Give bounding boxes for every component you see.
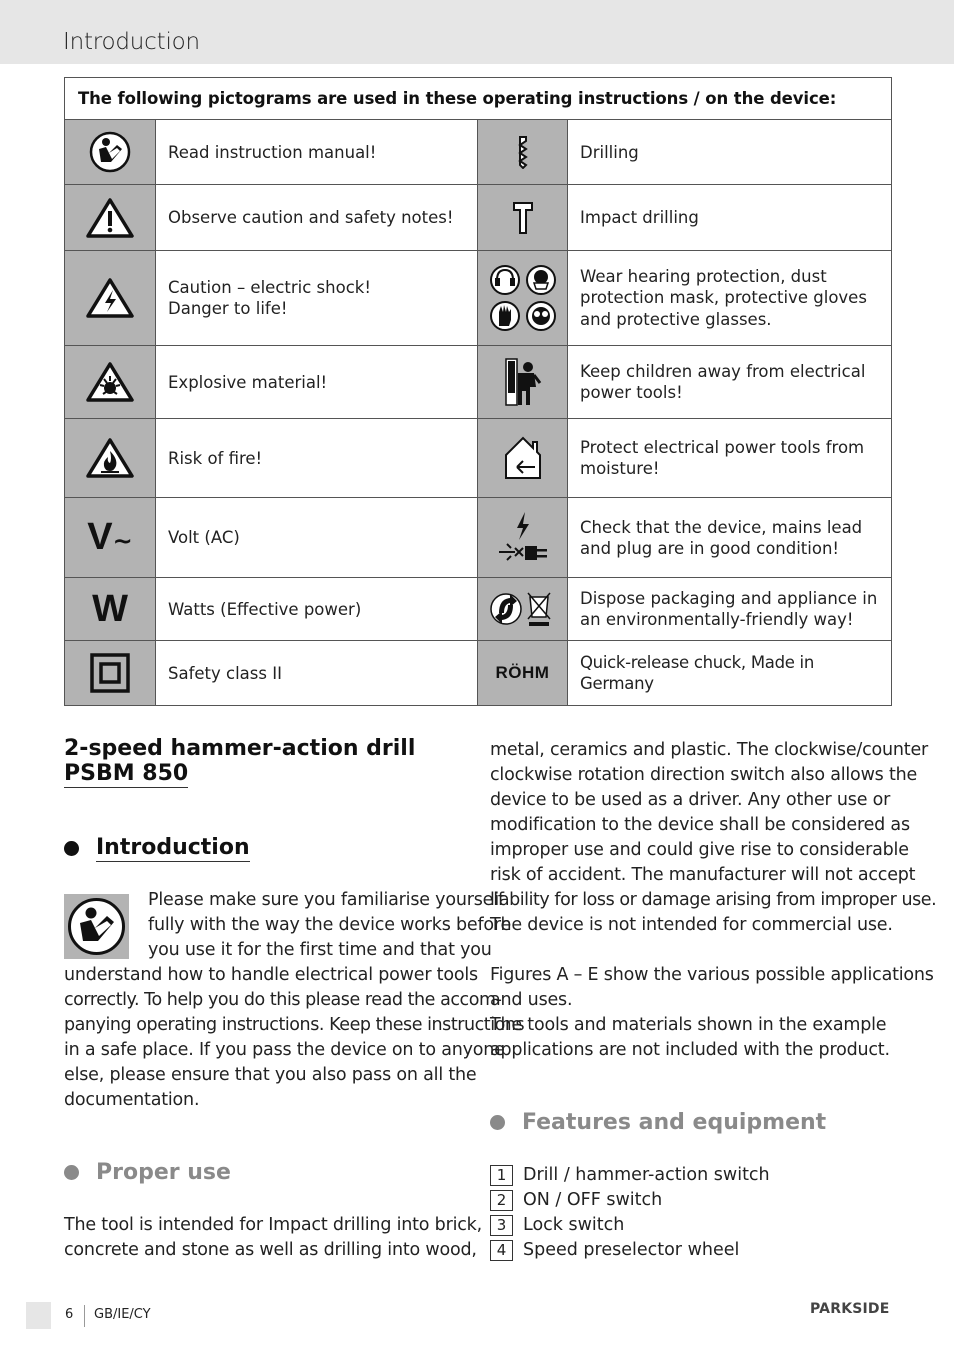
text-line: fully with the way the device works before (148, 915, 512, 935)
footer-locale: GB/IE/CY (94, 1307, 151, 1322)
text-line: panying operating instructions. Keep these instructions (64, 1015, 525, 1035)
fire-icon (65, 419, 156, 498)
hammer-icon (478, 185, 568, 251)
pictogram-label: Explosive material! (156, 346, 478, 419)
keep-children-away-icon (478, 346, 568, 419)
pictogram-label: Read instruction manual! (156, 120, 478, 185)
list-item (490, 1163, 770, 1188)
text-line: The tools and materials shown in the example (490, 1015, 887, 1035)
text-line: improper use and could give rise to considerable (490, 840, 909, 860)
text-line: metal, ceramics and plastic. The clockwise/counter (490, 740, 929, 760)
pictogram-table (64, 77, 892, 706)
read-manual-icon (65, 120, 156, 185)
bullet-icon (64, 841, 79, 856)
damaged-plug-icon (478, 498, 568, 578)
table-row (65, 498, 892, 578)
footer-box (26, 1302, 51, 1329)
table-row (65, 120, 892, 185)
electric-shock-icon (65, 251, 156, 346)
feature-number: 1 (490, 1165, 513, 1186)
pictogram-label: Safety class II (156, 641, 478, 706)
footer-divider (84, 1305, 85, 1327)
text-line: modification to the device shall be considered as (490, 815, 910, 835)
rohm-logo-icon (478, 641, 568, 706)
pictogram-label: Risk of fire! (156, 419, 478, 498)
intro-text-right (148, 888, 511, 963)
list-item (490, 1188, 770, 1213)
section-heading-proper-use (64, 1160, 231, 1185)
text-line: The tool is intended for Impact drilling into brick, (64, 1215, 482, 1235)
protective-equipment-icon (478, 251, 568, 346)
volt-ac-icon: V~ (65, 498, 156, 578)
recycling-icon (478, 578, 568, 641)
bullet-icon (64, 1165, 79, 1180)
feature-number: 2 (490, 1190, 513, 1211)
feature-number: 3 (490, 1215, 513, 1236)
text-line: you use it for the first time and that you (148, 940, 492, 960)
section-heading-label: Introduction (96, 835, 250, 860)
pictogram-label: Observe caution and safety notes! (156, 185, 478, 251)
pictogram-label: Keep children away from electrical power tools! (568, 346, 892, 419)
text-line: else, please ensure that you also pass on all the (64, 1065, 477, 1085)
section-heading-introduction (64, 835, 250, 862)
table-row (65, 346, 892, 419)
page-title: Introduction (63, 29, 200, 55)
pictogram-label: Dispose packaging and appliance in an environmentally-friendly way! (568, 578, 892, 641)
text-line: and uses. (490, 990, 573, 1010)
pictogram-label: Drilling (568, 120, 892, 185)
text-line: documentation. (64, 1090, 200, 1110)
text-line: risk of accident. The manufacturer will not accept (490, 865, 916, 885)
safety-class-ii-icon (65, 641, 156, 706)
text-line: concrete and stone as well as drilling into wood, (64, 1240, 477, 1260)
pictogram-label: Check that the device, mains lead and plug are in good condition! (568, 498, 892, 578)
pictogram-label: Quick-release chuck, Made in Germany (568, 641, 892, 706)
text-line: The device is not intended for commercial use. (490, 915, 893, 935)
intro-text-full (64, 963, 524, 1113)
pictogram-label: Watts (Effective power) (156, 578, 478, 641)
read-manual-icon (64, 894, 129, 959)
drill-bit-icon (478, 120, 568, 185)
table-row (65, 185, 892, 251)
pictogram-label (156, 251, 478, 346)
feature-label: Drill / hammer-action switch (523, 1165, 770, 1185)
proper-use-text-right (490, 738, 936, 938)
brand-logo: PARKSIDE (810, 1301, 890, 1317)
moisture-house-icon (478, 419, 568, 498)
text-line: liability for loss or damage arising from improper use. (490, 890, 937, 910)
text-line: device to be used as a driver. Any other use or (490, 790, 891, 810)
figures-text (490, 963, 934, 1063)
section-heading-features (490, 1110, 826, 1135)
features-list (490, 1163, 770, 1263)
table-row (65, 641, 892, 706)
text-line: clockwise rotation direction switch also allows the (490, 765, 918, 785)
list-item (490, 1238, 770, 1263)
explosive-icon (65, 346, 156, 419)
pictogram-label-text: Caution – electric shock! Danger to life! (168, 278, 371, 318)
pictogram-label: Wear hearing protection, dust protection mask, protective gloves and protective glasses. (568, 251, 892, 346)
pictogram-table-heading: The following pictograms are used in these operating instructions / on the device: (65, 78, 892, 120)
page-number: 6 (65, 1307, 74, 1322)
text-line: correctly. To help you do this please read the accom- (64, 990, 502, 1010)
product-title-line2: PSBM 850 (64, 761, 189, 786)
section-heading-label: Features and equipment (522, 1110, 827, 1135)
watt-symbol: W (92, 587, 128, 630)
volt-symbol: V (87, 516, 113, 558)
text-line: applications are not included with the product. (490, 1040, 890, 1060)
text-line: Please make sure you familiarise yourself (148, 890, 504, 910)
feature-label: Lock switch (523, 1215, 625, 1235)
section-heading-label: Proper use (96, 1160, 231, 1185)
text-line: understand how to handle electrical power tools (64, 965, 478, 985)
table-row (65, 419, 892, 498)
product-title-line1: 2-speed hammer-action drill (64, 736, 416, 761)
feature-label: ON / OFF switch (523, 1190, 663, 1210)
text-line: in a safe place. If you pass the device on to anyone (64, 1040, 505, 1060)
table-row (65, 251, 892, 346)
text-line: Figures A – E show the various possible applications (490, 965, 934, 985)
watts-icon (65, 578, 156, 641)
product-title (64, 736, 415, 788)
warning-triangle-icon (65, 185, 156, 251)
proper-use-text-left (64, 1213, 482, 1263)
bullet-icon (490, 1115, 505, 1130)
pictogram-label: Volt (AC) (156, 498, 478, 578)
list-item (490, 1213, 770, 1238)
pictogram-label: Protect electrical power tools from moisture! (568, 419, 892, 498)
pictogram-label: Impact drilling (568, 185, 892, 251)
feature-number: 4 (490, 1240, 513, 1261)
table-row (65, 578, 892, 641)
feature-label: Speed preselector wheel (523, 1240, 740, 1260)
rohm-logo-text: RÖHM (495, 663, 550, 682)
